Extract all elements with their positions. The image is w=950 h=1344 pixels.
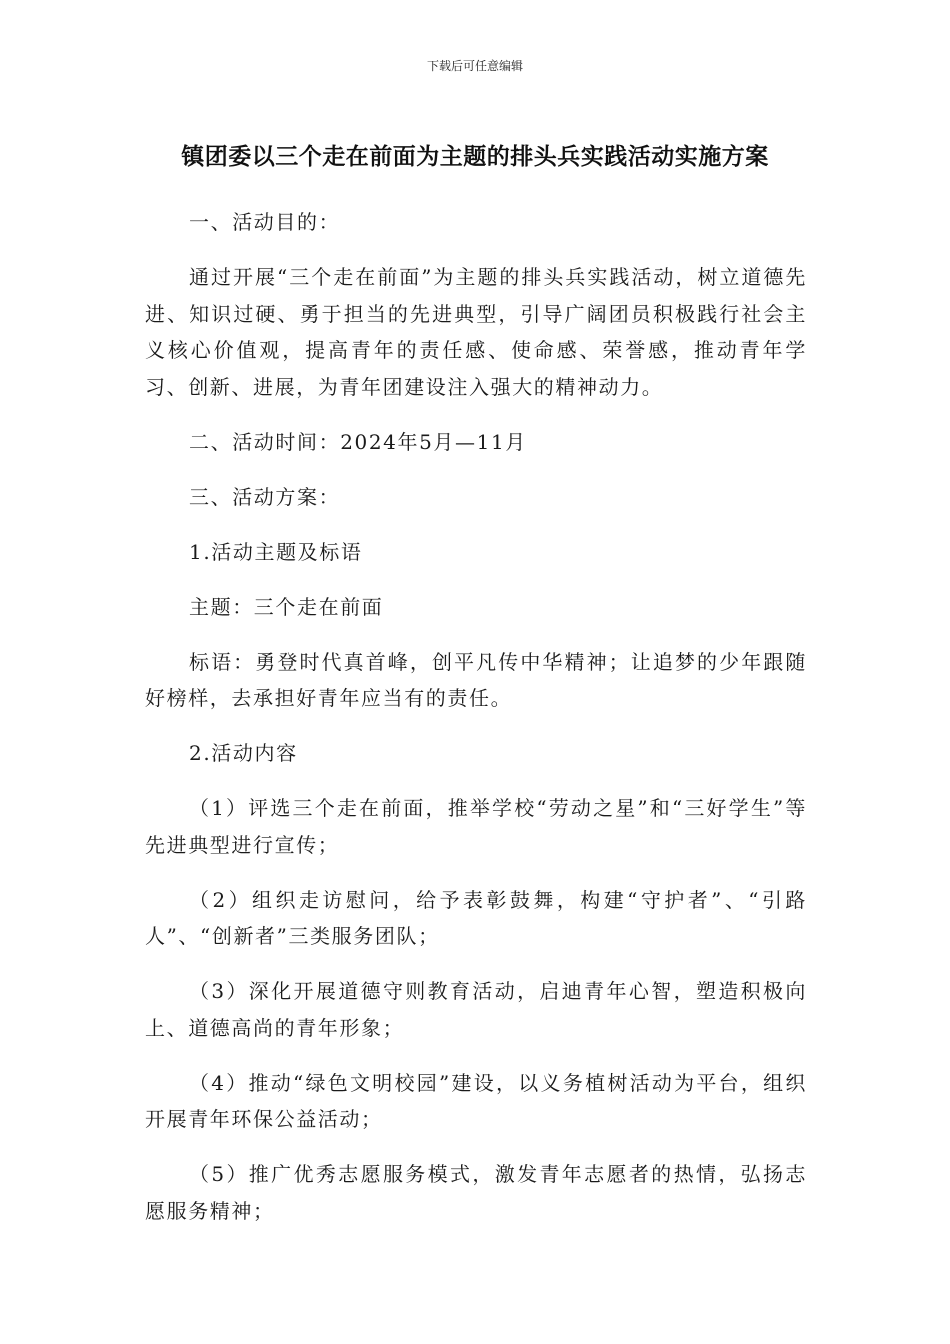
subheading-theme-slogan: 1.活动主题及标语 (189, 539, 363, 564)
list-item: （4）推动“绿色文明校园”建设，以义务植树活动为平台，组织开展青年环保公益活动； (145, 1070, 807, 1131)
list-item: （3）深化开展道德守则教育活动，启迪青年心智，塑造积极向上、道德高尚的青年形象； (145, 979, 807, 1040)
header-note: 下载后可任意编辑 (426, 59, 523, 73)
document-title: 镇团委以三个走在前面为主题的排头兵实践活动实施方案 (181, 144, 769, 170)
paragraph-purpose: 通过开展“三个走在前面”为主题的排头兵实践活动，树立道德先进、知识过硬、勇于担当的先进典型，引导广阔团员积极践行社会主义核心价值观，提高青年的责任感、使命感、荣誉感，推动青年学习、创新、进展，为青年团建设注入强大的精神动力。 (145, 265, 807, 399)
section-heading-purpose: 一、活动目的： (189, 210, 341, 234)
document-body (145, 204, 807, 1248)
list-item: （1）评选三个走在前面，推举学校“劳动之星”和“三好学生”等先进典型进行宣传； (145, 796, 807, 857)
section-heading-time: 二、活动时间：2024年5月—11月 (189, 429, 527, 454)
list-item: （2）组织走访慰问，给予表彰鼓舞，构建“守护者”、“引路人”、“创新者”三类服务团队； (145, 887, 807, 948)
section-heading-plan: 三、活动方案： (189, 484, 341, 509)
paragraph-slogan: 标语：勇登时代真首峰，创平凡传中华精神；让追梦的少年跟随好榜样，去承担好青年应当有的责任。 (145, 649, 807, 710)
list-item: （5）推广优秀志愿服务模式，激发青年志愿者的热情，弘扬志愿服务精神； (145, 1162, 807, 1223)
paragraph-theme: 主题：三个走在前面 (189, 594, 384, 619)
subheading-content: 2.活动内容 (189, 741, 298, 765)
